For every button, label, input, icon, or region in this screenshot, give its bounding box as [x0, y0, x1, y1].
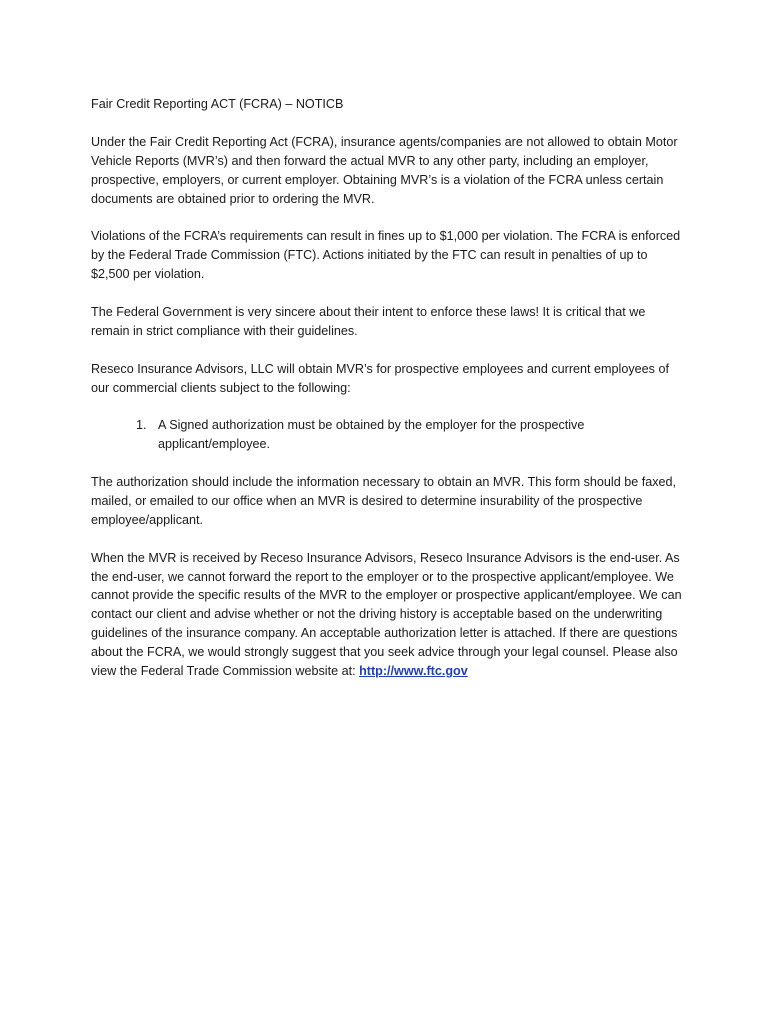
- paragraph-violations: Violations of the FCRA’s requirements can result in fines up to $1,000 per violation. The FCRA is enforced by the Federal Trade Commission (FTC). Actions initiated by the FTC can result in penalties of up to $2,500 per violation.: [91, 229, 681, 282]
- end-user-text: When the MVR is received by Receso Insurance Advisors, Reseco Insurance Advisors is the end-user. As the end-user, we cannot forward the report to the employer or to the prospective applicant/employee. We cannot provide the specific results of the MVR to the employer or prospective applicant/employee. We can contact our client and advise whether or not the driving history is acceptable based on the underwriting guidelines of the insurance company. An acceptable authorization letter is attached. If there are questions about the FCRA, we would strongly suggest that you seek advice through your legal counsel. Please also view the Federal Trade Commission website at:: [91, 550, 682, 679]
- paragraph-end-user: [91, 549, 683, 681]
- document-page: [91, 95, 683, 700]
- paragraph-fcra-overview: Under the Fair Credit Reporting Act (FCRA), insurance agents/companies are not allowed to obtain Motor Vehicle Reports (MVR’s) and then forward the actual MVR to any other party, including an employer, prospective, employers, or current employer. Obtaining MVR’s is a violation of the FCRA unless certain documents are obtained prior to ordering the MVR.: [91, 134, 678, 206]
- list-item-number: 1.: [136, 418, 147, 433]
- ftc-website-link[interactable]: http://www.ftc.gov: [359, 664, 468, 679]
- document-title: Fair Credit Reporting ACT (FCRA) – NOTICB: [91, 97, 344, 111]
- paragraph-federal-intent: The Federal Government is very sincere about their intent to enforce these laws! It is critical that we remain in strict compliance with their guidelines.: [91, 304, 646, 338]
- list-item-text: A Signed authorization must be obtained by the employer for the prospective applicant/employee.: [158, 418, 585, 452]
- paragraph-reseco-obtain: Reseco Insurance Advisors, LLC will obtain MVR’s for prospective employees and current employees of our commercial clients subject to the following:: [91, 361, 669, 395]
- paragraph-authorization: The authorization should include the information necessary to obtain an MVR. This form should be faxed, mailed, or emailed to our office when an MVR is desired to determine insurability of the prospective employee/applicant.: [91, 475, 677, 527]
- list-item: [91, 416, 683, 454]
- requirements-list: [91, 416, 683, 454]
